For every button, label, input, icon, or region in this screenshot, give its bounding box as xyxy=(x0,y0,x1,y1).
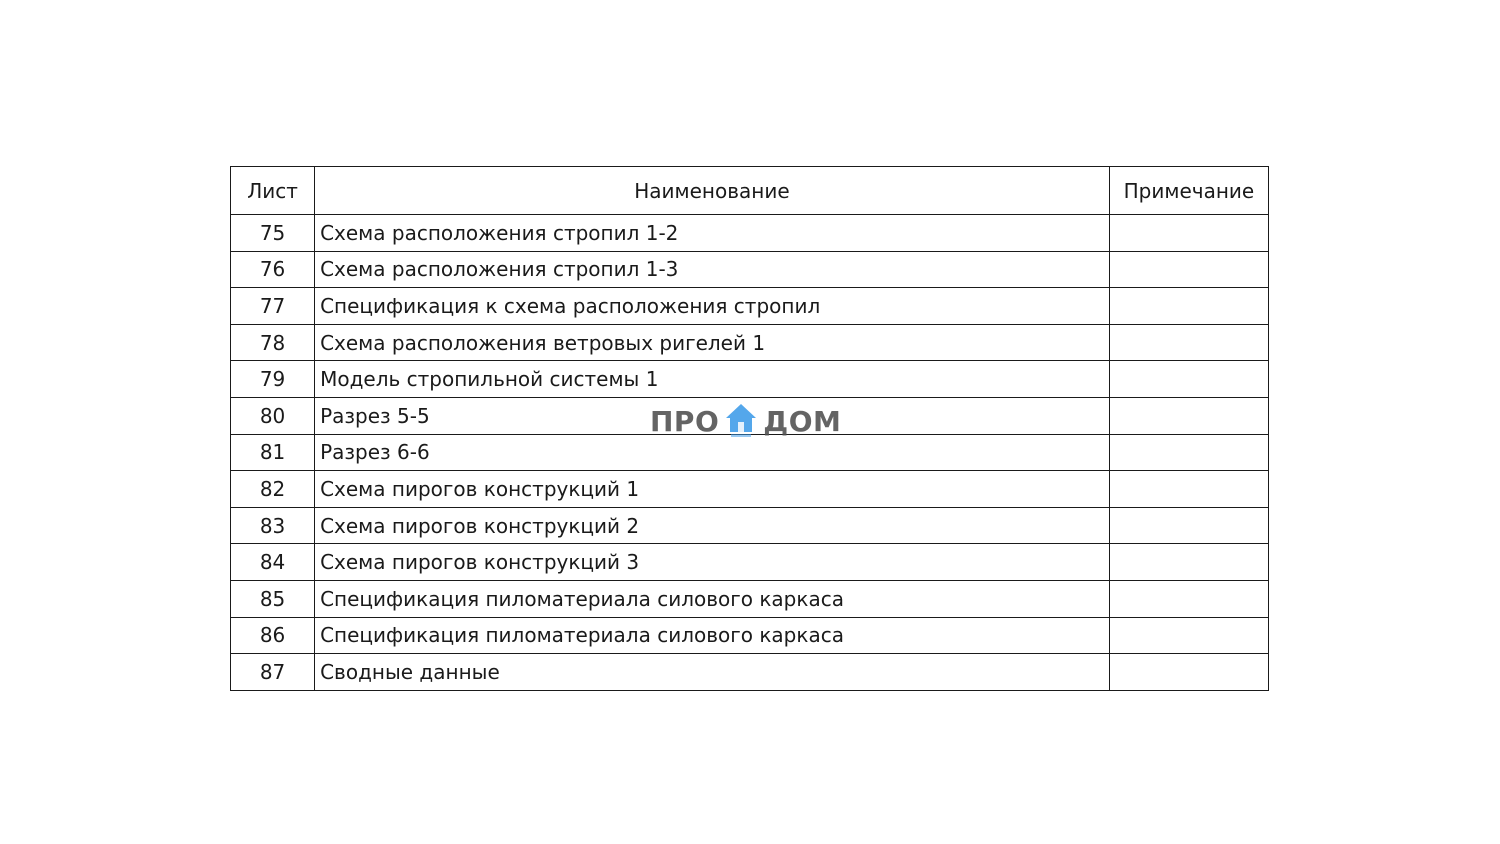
sheet-name: Спецификация к схема расположения стропил xyxy=(315,288,1110,325)
sheet-number: 75 xyxy=(231,215,315,252)
table-row xyxy=(231,397,1269,434)
table-row xyxy=(231,288,1269,325)
sheet-note xyxy=(1109,324,1268,361)
sheet-number: 86 xyxy=(231,617,315,654)
sheet-note xyxy=(1109,471,1268,508)
table-body xyxy=(231,215,1269,691)
sheet-name: Разрез 5-5 xyxy=(315,397,1110,434)
header-note: Примечание xyxy=(1109,167,1268,215)
table-row xyxy=(231,251,1269,288)
sheet-note xyxy=(1109,251,1268,288)
sheet-name: Схема расположения стропил 1-3 xyxy=(315,251,1110,288)
table-row xyxy=(231,215,1269,252)
sheet-name: Модель стропильной системы 1 xyxy=(315,361,1110,398)
table-row xyxy=(231,507,1269,544)
sheet-note xyxy=(1109,361,1268,398)
table-row xyxy=(231,654,1269,691)
sheet-note xyxy=(1109,215,1268,252)
sheet-number: 85 xyxy=(231,580,315,617)
sheet-name: Схема расположения ветровых ригелей 1 xyxy=(315,324,1110,361)
table-row xyxy=(231,361,1269,398)
watermark-left-text: ПРО xyxy=(650,404,720,438)
sheet-name: Схема расположения стропил 1-2 xyxy=(315,215,1110,252)
sheet-name: Схема пирогов конструкций 2 xyxy=(315,507,1110,544)
sheet-number: 82 xyxy=(231,471,315,508)
table-row xyxy=(231,471,1269,508)
sheet-note xyxy=(1109,288,1268,325)
table-row xyxy=(231,544,1269,581)
sheet-note xyxy=(1109,580,1268,617)
sheet-number: 77 xyxy=(231,288,315,325)
sheet-name: Спецификация пиломатериала силового каркаса xyxy=(315,580,1110,617)
header-row xyxy=(231,167,1269,215)
sheet-number: 87 xyxy=(231,654,315,691)
sheet-note xyxy=(1109,617,1268,654)
table-row xyxy=(231,580,1269,617)
table-row xyxy=(231,434,1269,471)
sheet-note xyxy=(1109,654,1268,691)
sheet-name: Схема пирогов конструкций 1 xyxy=(315,471,1110,508)
table-row xyxy=(231,617,1269,654)
table-row xyxy=(231,324,1269,361)
sheet-number: 84 xyxy=(231,544,315,581)
sheet-number: 81 xyxy=(231,434,315,471)
table-header xyxy=(231,167,1269,215)
sheet-note xyxy=(1109,544,1268,581)
sheet-list-table xyxy=(230,166,1269,691)
sheet-note xyxy=(1109,507,1268,544)
sheet-name: Сводные данные xyxy=(315,654,1110,691)
sheet-number: 83 xyxy=(231,507,315,544)
sheet-number: 80 xyxy=(231,397,315,434)
watermark-right-text: ДОМ xyxy=(763,404,842,438)
sheet-name: Спецификация пиломатериала силового каркаса xyxy=(315,617,1110,654)
sheet-note xyxy=(1109,434,1268,471)
sheet-number: 79 xyxy=(231,361,315,398)
header-name: Наименование xyxy=(315,167,1110,215)
sheet-name: Схема пирогов конструкций 3 xyxy=(315,544,1110,581)
header-sheet: Лист xyxy=(231,167,315,215)
sheet-number: 76 xyxy=(231,251,315,288)
sheet-name: Разрез 6-6 xyxy=(315,434,1110,471)
sheet-number: 78 xyxy=(231,324,315,361)
sheet-note xyxy=(1109,397,1268,434)
